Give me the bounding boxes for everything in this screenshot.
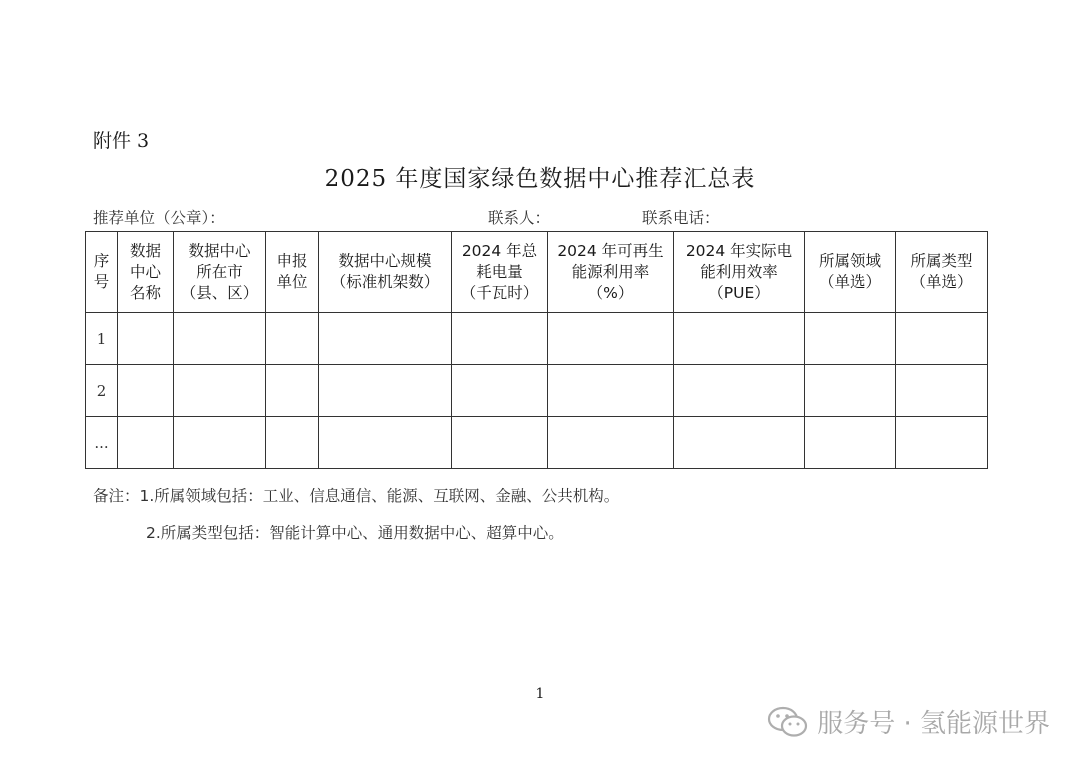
watermark — [767, 703, 1050, 740]
contact-label: 联系人： — [488, 209, 551, 227]
table-cell — [674, 365, 805, 417]
table-cell — [174, 417, 266, 469]
watermark-text: 服务号 · 氢能源世界 — [817, 709, 1050, 739]
header-domain: 所属领域 （单选） — [805, 232, 896, 313]
table-cell — [674, 417, 805, 469]
table-cell — [896, 417, 988, 469]
header-location: 数据中心 所在市 （县、区） — [174, 232, 266, 313]
table-cell — [118, 365, 174, 417]
table-cell — [118, 417, 174, 469]
table-cell — [805, 417, 896, 469]
header-index: 序 号 — [86, 232, 118, 313]
table-cell — [174, 313, 266, 365]
table-cell — [452, 417, 548, 469]
header-type: 所属类型 （单选） — [896, 232, 988, 313]
summary-table — [85, 231, 988, 469]
table-header-row — [86, 232, 988, 313]
table-cell — [266, 313, 319, 365]
table-row — [86, 313, 988, 365]
attachment-label: 附件 3 — [93, 130, 150, 152]
wechat-icon — [767, 705, 809, 739]
page-number: 1 — [535, 686, 545, 702]
header-applicant: 申报 单位 — [266, 232, 319, 313]
table-cell — [319, 365, 452, 417]
table-cell — [896, 365, 988, 417]
table-cell — [805, 313, 896, 365]
table-cell — [266, 365, 319, 417]
header-pue: 2024 年实际电 能利用效率 （PUE） — [674, 232, 805, 313]
table-cell — [319, 313, 452, 365]
table-cell — [896, 313, 988, 365]
table-cell — [548, 417, 674, 469]
note-domain: 备注：1.所属领域包括：工业、信息通信、能源、互联网、金融、公共机构。 — [93, 487, 620, 505]
table-cell — [548, 365, 674, 417]
row-index: 2 — [86, 365, 118, 417]
table-cell — [266, 417, 319, 469]
table-cell — [174, 365, 266, 417]
header-power: 2024 年总 耗电量 （千瓦时） — [452, 232, 548, 313]
row-index: 1 — [86, 313, 118, 365]
table-cell — [452, 313, 548, 365]
phone-label: 联系电话： — [642, 209, 720, 227]
table-row — [86, 365, 988, 417]
header-dc-name: 数据 中心 名称 — [118, 232, 174, 313]
table-cell — [319, 417, 452, 469]
table-cell — [452, 365, 548, 417]
header-scale: 数据中心规模 （标准机架数） — [319, 232, 452, 313]
table-row — [86, 417, 988, 469]
header-renewable: 2024 年可再生 能源利用率 （%） — [548, 232, 674, 313]
note-type: 2.所属类型包括：智能计算中心、通用数据中心、超算中心。 — [146, 524, 564, 542]
row-index: ... — [86, 417, 118, 469]
table-cell — [118, 313, 174, 365]
table-cell — [674, 313, 805, 365]
table-cell — [805, 365, 896, 417]
table-cell — [548, 313, 674, 365]
document-title: 2025 年度国家绿色数据中心推荐汇总表 — [324, 166, 756, 192]
recommender-label: 推荐单位（公章）： — [93, 209, 225, 227]
